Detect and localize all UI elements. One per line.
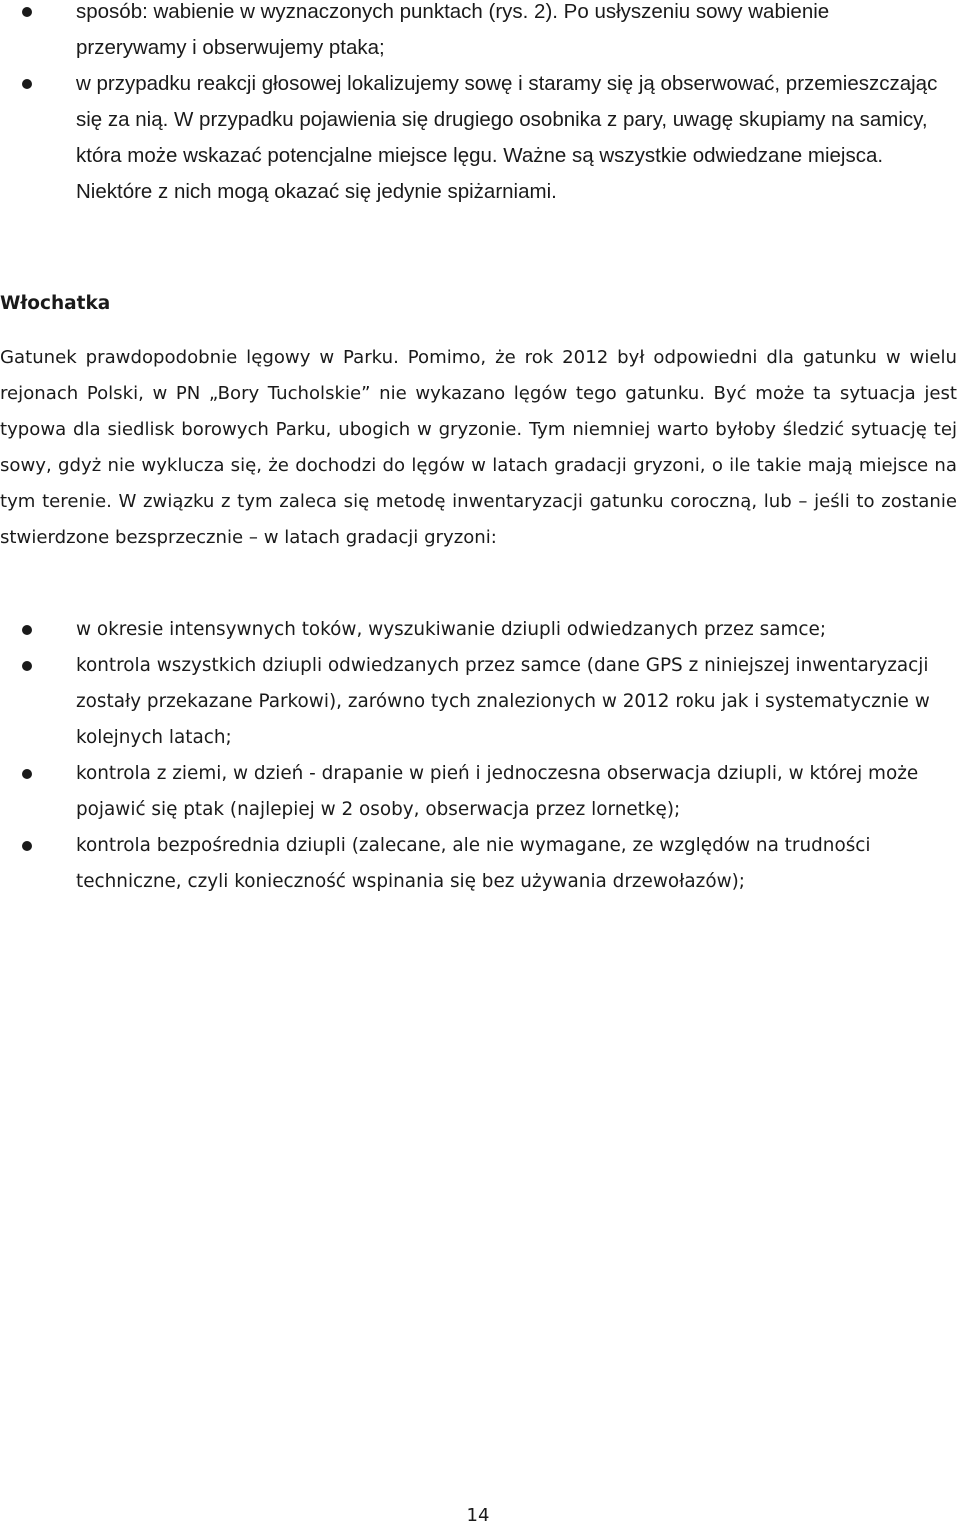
- bullet-icon: [22, 769, 32, 779]
- bottom-bullet-list: [0, 612, 942, 900]
- list-item: [0, 828, 942, 900]
- list-item-text: sposób: wabienie w wyznaczonych punktach (rys. 2). Po usłyszeniu sowy wabienie przerywamy i obserwujemy ptaka;: [76, 0, 830, 59]
- section-heading: Włochatka: [0, 293, 111, 314]
- list-item: [0, 648, 942, 756]
- bullet-icon: [22, 841, 32, 851]
- list-item: [0, 0, 942, 66]
- bullet-icon: [22, 625, 32, 635]
- list-item-text: w przypadku reakcji głosowej lokalizujemy sowę i staramy się ją obserwować, przemieszczając się za nią. W przypadku pojawienia się drugiego osobnika z pary, uwagę skupiamy na samicy, która może wskazać potencjalne miejsce lęgu. Ważne są wszystkie odwiedzane miejsca. Niektóre z nich mogą okazać się jedynie spiżarniami.: [76, 72, 938, 203]
- bullet-icon: [22, 7, 32, 17]
- list-item: [0, 66, 942, 210]
- list-item-text: kontrola bezpośrednia dziupli (zalecane, ale nie wymagane, ze względów na trudności techniczne, czyli konieczność wspinania się bez używania drzewołazów);: [76, 835, 871, 892]
- list-item-text: kontrola wszystkich dziupli odwiedzanych przez samce (dane GPS z niniejszej inwentaryzacji zostały przekazane Parkowi), zarówno tych znalezionych w 2012 roku jak i systematycznie w kolejnych latach;: [76, 655, 930, 748]
- bullet-icon: [22, 661, 32, 671]
- list-item-text: kontrola z ziemi, w dzień - drapanie w pień i jednoczesna obserwacja dziupli, w której może pojawić się ptak (najlepiej w 2 osoby, obserwacja przez lornetkę);: [76, 763, 919, 820]
- section-paragraph: Gatunek prawdopodobnie lęgowy w Parku. Pomimo, że rok 2012 był odpowiedni dla gatunku w wielu rejonach Polski, w PN „Bory Tucholskie” nie wykazano lęgów tego gatunku. Być może ta sytuacja jest typowa dla siedlisk borowych Parku, ubogich w gryzonie. Tym niemniej warto byłoby śledzić sytuację tej sowy, gdyż nie wyklucza się, że dochodzi do lęgów w latach gradacji gryzoni, o ile takie mają miejsce na tym terenie. W związku z tym zaleca się metodę inwentaryzacji gatunku coroczną, lub – jeśli to zostanie stwierdzone bezsprzecznie – w latach gradacji gryzoni:: [0, 347, 957, 548]
- list-item: [0, 612, 942, 648]
- page-number: 14: [466, 1505, 490, 1526]
- top-bullet-list: [0, 0, 942, 210]
- bullet-icon: [22, 79, 32, 89]
- list-item: [0, 756, 942, 828]
- list-item-text: w okresie intensywnych toków, wyszukiwanie dziupli odwiedzanych przez samce;: [76, 619, 827, 640]
